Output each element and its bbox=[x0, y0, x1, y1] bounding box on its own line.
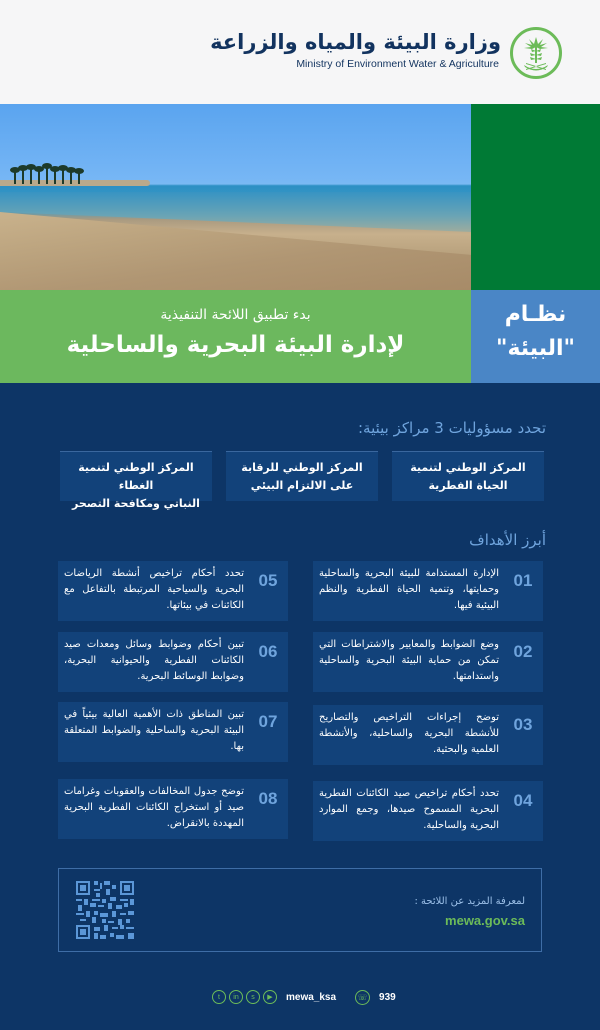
center-card-line2: الحياة الفطرية bbox=[428, 479, 508, 492]
center-card-line1: المركز الوطني للرقابة bbox=[241, 461, 363, 474]
goal-text: تحدد أحكام تراخيص صيد الكائنات الفطرية البحرية المسموح صيدها، وجمع الموارد البحرية والساحلية. bbox=[319, 788, 499, 831]
goal-card bbox=[58, 561, 288, 621]
ministry-name-arabic: وزارة البيئة والمياه والزراعة bbox=[210, 30, 501, 54]
phone-icon: ☏ bbox=[355, 990, 370, 1005]
goal-card bbox=[58, 779, 288, 839]
goal-text: توضح جدول المخالفات والعقوبات وغرامات صيد أو استخراج الكائنات الفطرية البحرية المهددة بالانقراض. bbox=[64, 786, 244, 829]
goal-text: تبين المناطق ذات الأهمية العالية بيئياً في البيئة البحرية والساحلية والضوابط المتعلقة بها. bbox=[64, 709, 244, 752]
qr-code-icon[interactable] bbox=[76, 881, 134, 939]
goal-number: 04 bbox=[513, 791, 533, 810]
goal-card bbox=[58, 702, 288, 762]
social-handle[interactable]: mewa_ksa bbox=[286, 991, 337, 1003]
system-badge-line1: نظـام bbox=[504, 302, 567, 327]
title-banner bbox=[0, 290, 471, 383]
center-card bbox=[60, 451, 212, 510]
goal-text: الإدارة المستدامة للبيئة البحرية والساحلية وحمايتها، وتنمية الحياة الفطرية والنظم البيئية فيها. bbox=[319, 568, 499, 611]
website-link[interactable]: mewa.gov.sa bbox=[445, 913, 525, 928]
center-card bbox=[392, 451, 544, 501]
center-card-line2: النباتي ومكافحة التصحر bbox=[72, 497, 200, 510]
centers-heading: تحدد مسؤوليات 3 مراكز بيئية: bbox=[358, 419, 546, 437]
goal-number: 02 bbox=[513, 642, 533, 661]
center-card bbox=[226, 451, 378, 501]
goal-text: تحدد أحكام تراخيص أنشطة الرياضات البحرية والسياحية المرتبطة بالتفاعل مع الكائنات في بيئاتها. bbox=[64, 568, 244, 611]
center-card-line2: على الالتزام البيئي bbox=[250, 479, 354, 492]
beach-photo bbox=[0, 104, 471, 290]
goal-number: 01 bbox=[513, 571, 533, 590]
goal-text: تبين أحكام وضوابط وسائل ومعدات صيد الكائنات الفطرية والحيوانية البحرية، وضوابط الوسائط البحرية. bbox=[64, 639, 244, 682]
goal-number: 03 bbox=[513, 715, 533, 734]
center-card-line1: المركز الوطني لتنمية bbox=[410, 461, 526, 474]
green-accent-block bbox=[471, 104, 600, 290]
goals-heading: أبرز الأهداف bbox=[469, 531, 546, 549]
ministry-logo-icon bbox=[510, 27, 562, 79]
goal-text: توضح إجراءات التراخيص والتصاريح للأنشطة البحرية والساحلية، والأنشطة العلمية والبحثية. bbox=[319, 712, 499, 755]
goal-card bbox=[313, 561, 543, 621]
goal-number: 07 bbox=[258, 712, 278, 731]
twitter-icon[interactable]: t bbox=[212, 990, 226, 1004]
goal-card bbox=[313, 781, 543, 841]
goal-number: 06 bbox=[258, 642, 278, 661]
goal-card bbox=[58, 632, 288, 692]
more-info-box bbox=[58, 868, 542, 952]
title-subtitle: بدء تطبيق اللائحة التنفيذية bbox=[160, 307, 311, 323]
center-card-line1: المركز الوطني لتنمية الغطاء bbox=[78, 461, 194, 492]
linkedin-icon[interactable]: in bbox=[229, 990, 243, 1004]
youtube-icon[interactable]: ▶ bbox=[263, 990, 277, 1004]
goal-number: 08 bbox=[258, 789, 278, 808]
page-title: لإدارة البيئة البحرية والساحلية bbox=[66, 332, 405, 358]
footer bbox=[212, 988, 396, 1006]
goal-card bbox=[313, 705, 543, 765]
system-badge bbox=[471, 290, 600, 383]
more-info-label: لمعرفة المزيد عن اللائحة : bbox=[414, 896, 525, 907]
system-badge-line2: "البيئة" bbox=[495, 336, 575, 361]
palm-trees-icon bbox=[10, 162, 90, 184]
ministry-name-english: Ministry of Environment Water & Agriculture bbox=[296, 58, 499, 70]
snapchat-icon[interactable]: s bbox=[246, 990, 260, 1004]
goal-number: 05 bbox=[258, 571, 278, 590]
header bbox=[0, 0, 600, 104]
goal-text: وضع الضوابط والمعايير والاشتراطات التي تمكن من حماية البيئة البحرية والساحلية واستدامتها. bbox=[319, 639, 499, 682]
phone-number[interactable]: 939 bbox=[379, 991, 396, 1003]
goal-card bbox=[313, 632, 543, 692]
